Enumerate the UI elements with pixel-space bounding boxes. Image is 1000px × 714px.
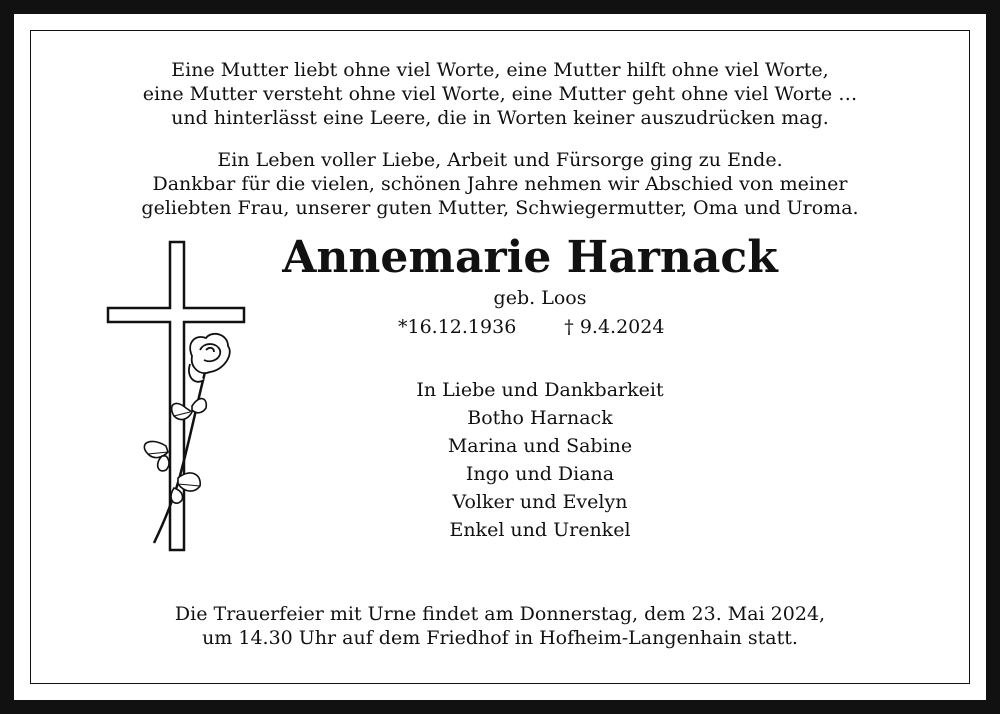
cross-with-rose-icon xyxy=(104,238,254,558)
service-line: um 14.30 Uhr auf dem Friedhof in Hofheim-Langenhain statt. xyxy=(202,627,798,649)
service-line: Die Trauerfeier mit Urne findet am Donnerstag, dem 23. Mai 2024, xyxy=(174,603,826,625)
poem-line: und hinterlässt eine Leere, die in Worten keiner auszudrücken mag. xyxy=(171,107,829,129)
poem xyxy=(0,58,1000,130)
maiden-name: geb. Loos xyxy=(493,287,587,309)
death-date: † 9.4.2024 xyxy=(564,316,665,338)
mourner-line: Marina und Sabine xyxy=(447,435,633,457)
mourner-line: Volker und Evelyn xyxy=(452,491,628,513)
mourner-line: In Liebe und Dankbarkeit xyxy=(416,379,664,401)
deceased-name: Annemarie Harnack xyxy=(282,232,778,283)
birth-date: *16.12.1936 xyxy=(398,316,517,338)
mourner-line: Enkel und Urenkel xyxy=(449,519,631,541)
intro-line: Ein Leben voller Liebe, Arbeit und Fürsorge ging zu Ende. xyxy=(217,149,783,171)
poem-line: eine Mutter versteht ohne viel Worte, eine Mutter geht ohne viel Worte … xyxy=(142,83,858,105)
intro-line: geliebten Frau, unserer guten Mutter, Schwiegermutter, Oma und Uroma. xyxy=(141,197,859,219)
service-info xyxy=(0,602,1000,650)
poem-line: Eine Mutter liebt ohne viel Worte, eine Mutter hilft ohne viel Worte, xyxy=(171,59,829,81)
life-dates xyxy=(398,315,664,339)
mourner-line: Botho Harnack xyxy=(467,407,613,429)
mourner-line: Ingo und Diana xyxy=(465,463,615,485)
intro-text xyxy=(0,148,1000,220)
intro-line: Dankbar für die vielen, schönen Jahre nehmen wir Abschied von meiner xyxy=(152,173,848,195)
mourners-list xyxy=(340,376,740,544)
